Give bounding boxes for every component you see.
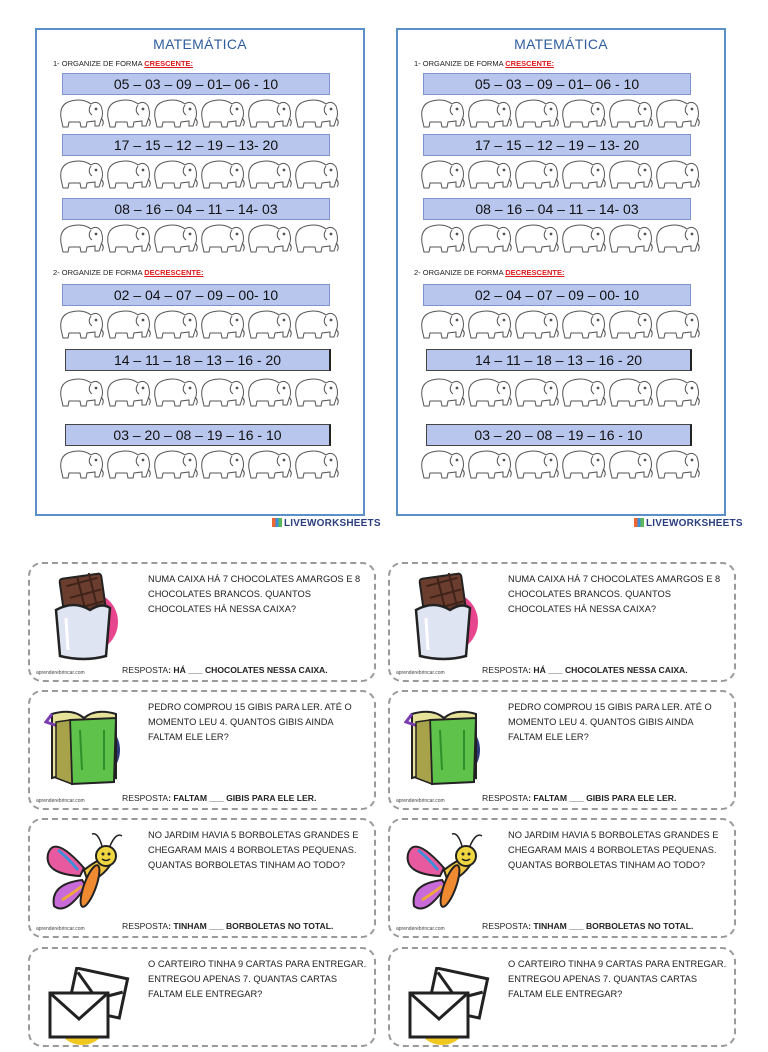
word-problem-card xyxy=(388,562,736,682)
number-sequence-box: 05 – 03 – 09 – 01– 06 - 10 xyxy=(423,73,691,95)
elephant-answer-row[interactable] xyxy=(57,96,347,128)
answer-line[interactable]: RESPOSTA: FALTAM ___ GIBIS PARA ELE LER. xyxy=(122,793,317,803)
answer-line[interactable]: RESPOSTA: TINHAM ___ BORBOLETAS NO TOTAL. xyxy=(482,921,694,931)
elephant-answer-row[interactable] xyxy=(57,375,347,407)
word-problem-card xyxy=(28,690,376,810)
site-credit: aprenderebrincar.com xyxy=(36,926,85,932)
site-credit: aprenderebrincar.com xyxy=(36,670,85,676)
instruction-ascending: 1- ORGANIZE DE FORMA CRESCENTE: xyxy=(414,59,555,68)
butterfly-icon xyxy=(404,824,494,925)
elephant-answer-row[interactable] xyxy=(418,375,708,407)
answer-line[interactable]: RESPOSTA: HÁ ___ CHOCOLATES NESSA CAIXA. xyxy=(122,665,328,675)
worksheet-title: MATEMÁTICA xyxy=(153,36,247,52)
problem-question: NUMA CAIXA HÁ 7 CHOCOLATES AMARGOS E 8 CHOCOLATES BRANCOS. QUANTOS CHOCOLATES HÁ NESSA CAIXA? xyxy=(508,574,721,614)
elephant-answer-row[interactable] xyxy=(418,307,708,339)
elephant-answer-row[interactable] xyxy=(418,447,708,479)
word-problem-card xyxy=(28,562,376,682)
number-sequence-box: 17 – 15 – 12 – 19 – 13- 20 xyxy=(62,134,330,156)
problem-question: NUMA CAIXA HÁ 7 CHOCOLATES AMARGOS E 8 CHOCOLATES BRANCOS. QUANTOS CHOCOLATES HÁ NESSA CAIXA? xyxy=(148,574,361,614)
number-sequence-box: 02 – 04 – 07 – 09 – 00- 10 xyxy=(423,284,691,306)
chocolate-bar-icon xyxy=(404,570,484,667)
elephant-answer-row[interactable] xyxy=(57,221,347,253)
site-credit: aprenderebrincar.com xyxy=(36,798,85,804)
number-sequence-box: 03 – 20 – 08 – 19 – 16 - 10 xyxy=(426,424,692,446)
problem-question: O CARTEIRO TINHA 9 CARTAS PARA ENTREGAR. ENTREGOU APENAS 7. QUANTAS CARTAS FALTAM ELE ENTREGAR? xyxy=(148,959,367,999)
chocolate-bar-icon xyxy=(44,570,124,667)
number-sequence-box: 03 – 20 – 08 – 19 – 16 - 10 xyxy=(65,424,331,446)
worksheet-right xyxy=(396,28,726,516)
problem-question: O CARTEIRO TINHA 9 CARTAS PARA ENTREGAR. ENTREGOU APENAS 7. QUANTAS CARTAS FALTAM ELE ENTREGAR? xyxy=(508,959,727,999)
liveworksheets-icon xyxy=(634,518,644,527)
elephant-answer-row[interactable] xyxy=(418,221,708,253)
answer-line[interactable]: RESPOSTA: HÁ ___ CHOCOLATES NESSA CAIXA. xyxy=(482,665,688,675)
liveworksheets-logo: LIVEWORKSHEETS xyxy=(272,518,381,529)
instruction-ascending: 1- ORGANIZE DE FORMA CRESCENTE: xyxy=(53,59,194,68)
site-credit: aprenderebrincar.com xyxy=(396,926,445,932)
elephant-answer-row[interactable] xyxy=(418,157,708,189)
problem-question: PEDRO COMPROU 15 GIBIS PARA LER. ATÉ O MOMENTO LEU 4. QUANTOS GIBIS AINDA FALTAM ELE LER? xyxy=(148,702,352,742)
site-credit: aprenderebrincar.com xyxy=(396,798,445,804)
word-problem-card xyxy=(28,947,376,1047)
liveworksheets-logo: LIVEWORKSHEETS xyxy=(634,518,743,529)
book-icon xyxy=(44,700,124,797)
liveworksheets-icon xyxy=(272,518,282,527)
butterfly-icon xyxy=(44,824,134,925)
number-sequence-box: 17 – 15 – 12 – 19 – 13- 20 xyxy=(423,134,691,156)
worksheet-left xyxy=(35,28,365,516)
problem-question: NO JARDIM HAVIA 5 BORBOLETAS GRANDES E CHEGARAM MAIS 4 BORBOLETAS PEQUENAS. QUANTAS BORBOLETAS TINHAM AO TODO? xyxy=(148,830,359,870)
elephant-answer-row[interactable] xyxy=(57,447,347,479)
number-sequence-box: 05 – 03 – 09 – 01– 06 - 10 xyxy=(62,73,330,95)
number-sequence-box: 14 – 11 – 18 – 13 – 16 - 20 xyxy=(426,349,692,371)
envelope-icon xyxy=(404,967,494,1052)
problem-question: NO JARDIM HAVIA 5 BORBOLETAS GRANDES E CHEGARAM MAIS 4 BORBOLETAS PEQUENAS. QUANTAS BORBOLETAS TINHAM AO TODO? xyxy=(508,830,719,870)
word-problem-card xyxy=(388,947,736,1047)
worksheet-title: MATEMÁTICA xyxy=(514,36,608,52)
number-sequence-box: 02 – 04 – 07 – 09 – 00- 10 xyxy=(62,284,330,306)
site-credit: aprenderebrincar.com xyxy=(396,670,445,676)
elephant-answer-row[interactable] xyxy=(57,157,347,189)
word-problem-card xyxy=(388,690,736,810)
instruction-descending: 2- ORGANIZE DE FORMA DECRESCENTE: xyxy=(414,268,565,277)
answer-line[interactable]: RESPOSTA: FALTAM ___ GIBIS PARA ELE LER. xyxy=(482,793,677,803)
answer-line[interactable]: RESPOSTA: TINHAM ___ BORBOLETAS NO TOTAL. xyxy=(122,921,334,931)
elephant-answer-row[interactable] xyxy=(57,307,347,339)
number-sequence-box: 08 – 16 – 04 – 11 – 14- 03 xyxy=(423,198,691,220)
number-sequence-box: 08 – 16 – 04 – 11 – 14- 03 xyxy=(62,198,330,220)
book-icon xyxy=(404,700,484,797)
elephant-answer-row[interactable] xyxy=(418,96,708,128)
word-problem-card xyxy=(28,818,376,938)
envelope-icon xyxy=(44,967,134,1052)
problem-question: PEDRO COMPROU 15 GIBIS PARA LER. ATÉ O MOMENTO LEU 4. QUANTOS GIBIS AINDA FALTAM ELE LER? xyxy=(508,702,712,742)
word-problem-card xyxy=(388,818,736,938)
number-sequence-box: 14 – 11 – 18 – 13 – 16 - 20 xyxy=(65,349,331,371)
instruction-descending: 2- ORGANIZE DE FORMA DECRESCENTE: xyxy=(53,268,204,277)
